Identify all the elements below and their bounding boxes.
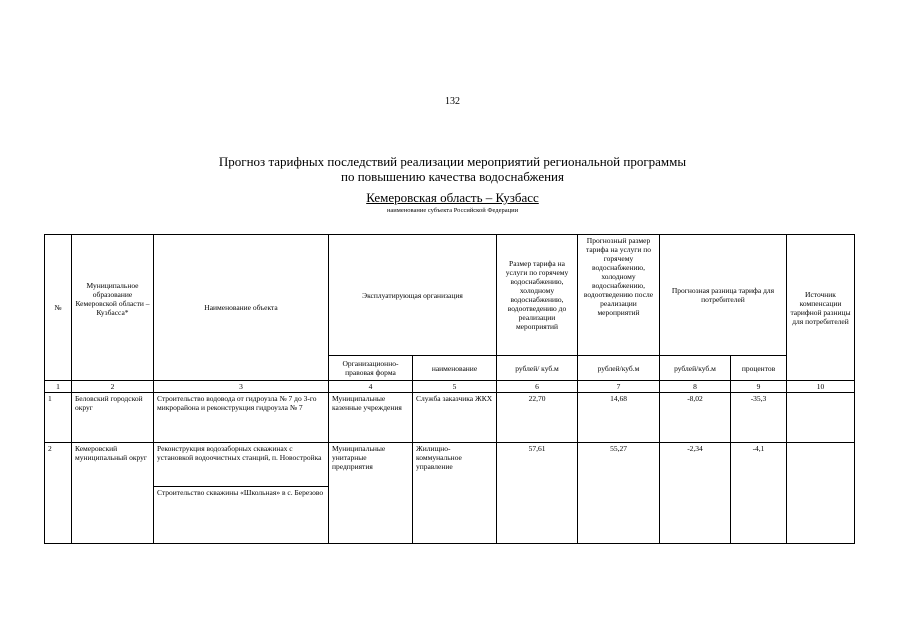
header-municipality: Муниципальное образование Кемеровской области – Кузбасса* [72,235,154,381]
row-source [787,443,855,544]
row-object-part-2: Строительство скважины «Школьная» в с. Березово [157,488,324,497]
column-number: 5 [413,381,497,393]
header-source: Источник компенсации тарифной разницы для потребителей [787,235,855,381]
row-source [787,393,855,443]
column-number: 4 [329,381,413,393]
header-operator-name: наименование [413,356,497,381]
table-row [45,443,855,544]
header-unit-after: рублей/куб.м [578,356,660,381]
column-number: 6 [497,381,578,393]
tariff-table [44,234,855,544]
row-tariff-after: 55,27 [578,443,660,544]
row-operator-name: Жилищно-коммунальное управление [413,443,497,544]
row-diff-rub: -2,34 [660,443,731,544]
column-number: 7 [578,381,660,393]
header-tariff-before: Размер тарифа на услуги по горячему водоснабжению, холодному водоснабжению, водоотведению до реализации мероприятий [497,235,578,356]
header-row [45,235,855,356]
row-tariff-before: 22,70 [497,393,578,443]
column-number: 1 [45,381,72,393]
region-caption: наименование субъекта Российской Федерации [386,207,519,214]
row-diff-pct: -4,1 [731,443,787,544]
row-object [154,443,329,544]
header-operator-form: Организационно-правовая форма [329,356,413,381]
row-operator-form: Муниципальные казенные учреждения [329,393,413,443]
title-line-2: по повышению качества водоснабжения [340,169,564,184]
row-operator-name: Служба заказчика ЖКХ [413,393,497,443]
column-number: 3 [154,381,329,393]
title-line-1: Прогноз тарифных последствий реализации мероприятий региональной программы [218,154,687,169]
row-operator-form: Муниципальные унитарные предприятия [329,443,413,544]
document-title [0,154,905,184]
table-row [45,393,855,443]
header-no: № [45,235,72,381]
column-number: 9 [731,381,787,393]
row-diff-pct: -35,3 [731,393,787,443]
row-municipality: Кемеровский муниципальный округ [72,443,154,544]
row-no: 2 [45,443,72,544]
region-text: Кемеровская область – Кузбасс [366,190,539,205]
column-number-row [45,381,855,393]
row-no: 1 [45,393,72,443]
column-number: 8 [660,381,731,393]
row-object-part-1: Реконструкция водозаборных скважинах с установкой водоочистных станций, п. Новостройка [154,443,328,487]
header-operator: Эксплуатирующая организация [329,235,497,356]
column-number: 2 [72,381,154,393]
page-number: 132 [445,96,460,107]
row-municipality: Беловский городской округ [72,393,154,443]
row-object: Строительство водовода от гидроузла № 7 до 3-го микрорайона и реконструкция гидроузла № 7 [154,393,329,443]
region-name [0,190,905,205]
row-tariff-after: 14,68 [578,393,660,443]
row-tariff-before: 57,61 [497,443,578,544]
header-unit-diff-pct: процентов [731,356,787,381]
header-unit-diff-rub: рублей/куб.м [660,356,731,381]
header-tariff-after: Прогнозный размер тарифа на услуги по горячему водоснабжению, холодному водоснабжению, водоотведению после реализации мероприятий [578,235,660,356]
header-object: Наименование объекта [154,235,329,381]
column-number: 10 [787,381,855,393]
header-unit-before: рублей/ куб.м [497,356,578,381]
row-diff-rub: -8,02 [660,393,731,443]
header-difference: Прогнозная разница тарифа для потребителей [660,235,787,356]
